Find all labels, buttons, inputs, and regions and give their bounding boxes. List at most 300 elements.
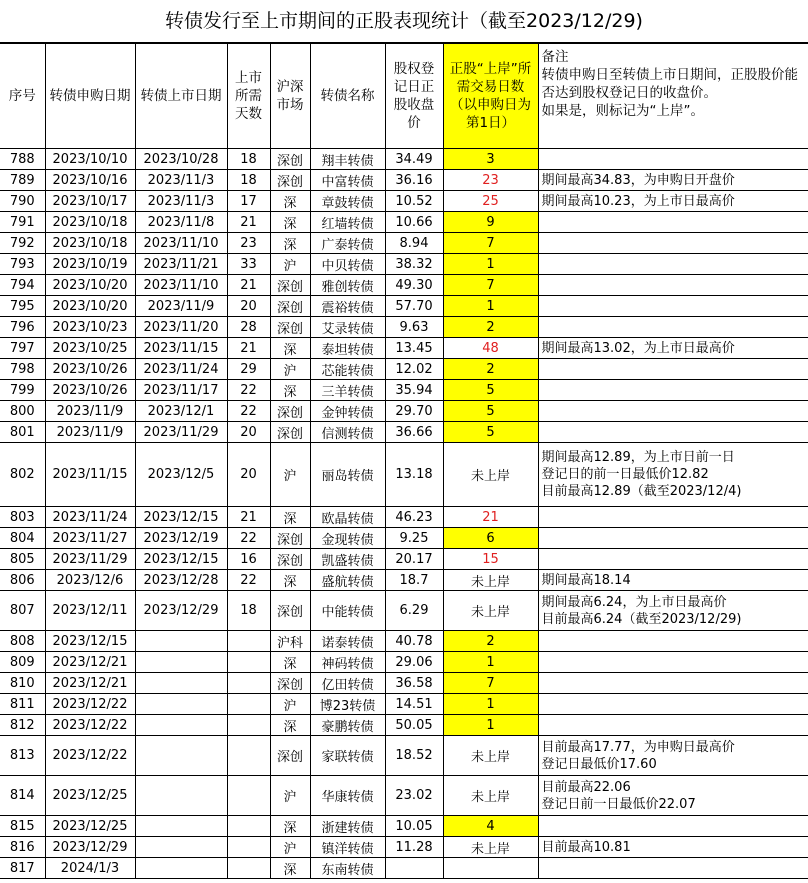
cell-days: 33	[227, 254, 270, 275]
header-days: 上市所需天数	[227, 44, 270, 149]
cell-seq: 808	[0, 631, 45, 652]
cell-trade-days: 1	[443, 715, 538, 736]
cell-sub-date: 2023/11/9	[45, 401, 135, 422]
cell-name: 艾录转债	[310, 317, 385, 338]
cell-note: 期间最高34.83，为申购日开盘价	[538, 170, 808, 191]
cell-note: 目前最高17.77，为申购日最高价 登记日最低价17.60	[538, 736, 808, 776]
cell-list-date: 2023/10/28	[135, 149, 227, 170]
cell-market: 深创	[270, 317, 310, 338]
cell-note	[538, 317, 808, 338]
cell-market: 深	[270, 233, 310, 254]
cell-close: 36.66	[385, 422, 443, 443]
cell-name: 章鼓转债	[310, 191, 385, 212]
cell-list-date: 2023/11/21	[135, 254, 227, 275]
cell-close: 35.94	[385, 380, 443, 401]
cell-sub-date: 2023/12/22	[45, 736, 135, 776]
cell-note: 期间最高13.02，为上市日最高价	[538, 338, 808, 359]
cell-list-date: 2023/12/5	[135, 443, 227, 507]
cell-trade-days: 6	[443, 528, 538, 549]
cell-note: 目前最高10.81	[538, 837, 808, 858]
table-row	[0, 858, 808, 879]
cell-close: 9.25	[385, 528, 443, 549]
cell-sub-date: 2023/10/17	[45, 191, 135, 212]
cell-close: 38.32	[385, 254, 443, 275]
cell-note	[538, 422, 808, 443]
cell-list-date	[135, 858, 227, 879]
header-trade-days: 正股“上岸”所需交易日数（以申购日为第1日）	[443, 44, 538, 149]
cell-list-date: 2023/11/17	[135, 380, 227, 401]
cell-sub-date: 2023/11/24	[45, 507, 135, 528]
cell-trade-days: 1	[443, 694, 538, 715]
cell-sub-date: 2023/10/16	[45, 170, 135, 191]
cell-close: 57.70	[385, 296, 443, 317]
cell-days: 21	[227, 275, 270, 296]
cell-name: 镇洋转债	[310, 837, 385, 858]
cell-trade-days: 未上岸	[443, 736, 538, 776]
cell-note	[538, 528, 808, 549]
cell-trade-days: 21	[443, 507, 538, 528]
cell-sub-date: 2023/12/21	[45, 673, 135, 694]
cell-market: 深创	[270, 673, 310, 694]
table-row	[0, 149, 808, 170]
cell-close: 8.94	[385, 233, 443, 254]
cell-days	[227, 694, 270, 715]
cell-seq: 816	[0, 837, 45, 858]
cell-name: 泰坦转债	[310, 338, 385, 359]
cell-days	[227, 776, 270, 816]
cell-name: 芯能转债	[310, 359, 385, 380]
cell-trade-days: 未上岸	[443, 591, 538, 631]
cell-seq: 806	[0, 570, 45, 591]
header-row	[0, 44, 808, 149]
cell-trade-days: 9	[443, 212, 538, 233]
cell-sub-date: 2023/11/27	[45, 528, 135, 549]
header-market: 沪深市场	[270, 44, 310, 149]
cell-market: 沪	[270, 776, 310, 816]
cell-days: 20	[227, 422, 270, 443]
cell-close: 40.78	[385, 631, 443, 652]
cell-days	[227, 736, 270, 776]
cell-seq: 802	[0, 443, 45, 507]
cell-close: 18.52	[385, 736, 443, 776]
cell-list-date: 2023/11/3	[135, 191, 227, 212]
cell-seq: 804	[0, 528, 45, 549]
cell-sub-date: 2023/10/10	[45, 149, 135, 170]
cell-market: 深	[270, 570, 310, 591]
cell-list-date: 2023/11/20	[135, 317, 227, 338]
cell-trade-days: 48	[443, 338, 538, 359]
cell-name: 雅创转债	[310, 275, 385, 296]
cell-seq: 797	[0, 338, 45, 359]
cell-note	[538, 149, 808, 170]
cell-seq: 812	[0, 715, 45, 736]
cell-seq: 788	[0, 149, 45, 170]
cell-trade-days: 未上岸	[443, 443, 538, 507]
cell-close: 14.51	[385, 694, 443, 715]
cell-sub-date: 2023/12/29	[45, 837, 135, 858]
cell-seq: 795	[0, 296, 45, 317]
cell-name: 凯盛转债	[310, 549, 385, 570]
cell-note	[538, 858, 808, 879]
cell-close: 10.66	[385, 212, 443, 233]
table-row	[0, 673, 808, 694]
cell-list-date: 2023/12/28	[135, 570, 227, 591]
table-row	[0, 652, 808, 673]
cell-seq: 793	[0, 254, 45, 275]
cell-name: 广泰转债	[310, 233, 385, 254]
table-row	[0, 631, 808, 652]
cell-days: 22	[227, 570, 270, 591]
cell-sub-date: 2023/10/26	[45, 359, 135, 380]
cell-days: 21	[227, 507, 270, 528]
table-row	[0, 715, 808, 736]
cell-sub-date: 2023/10/26	[45, 380, 135, 401]
cell-days	[227, 858, 270, 879]
cell-days: 29	[227, 359, 270, 380]
table-row	[0, 317, 808, 338]
cell-market: 深创	[270, 591, 310, 631]
cell-market: 深创	[270, 296, 310, 317]
cell-sub-date: 2023/12/15	[45, 631, 135, 652]
cell-close: 50.05	[385, 715, 443, 736]
cell-close: 49.30	[385, 275, 443, 296]
cell-days	[227, 837, 270, 858]
cell-note	[538, 715, 808, 736]
cell-days: 18	[227, 149, 270, 170]
table-row	[0, 528, 808, 549]
cell-days: 22	[227, 528, 270, 549]
cell-days	[227, 631, 270, 652]
cell-note	[538, 380, 808, 401]
cell-seq: 801	[0, 422, 45, 443]
cell-days: 22	[227, 401, 270, 422]
cell-name: 红墙转债	[310, 212, 385, 233]
cell-name: 震裕转债	[310, 296, 385, 317]
cell-name: 神码转债	[310, 652, 385, 673]
cell-list-date	[135, 673, 227, 694]
cell-trade-days: 5	[443, 401, 538, 422]
table-row	[0, 694, 808, 715]
cell-close: 13.45	[385, 338, 443, 359]
cell-market: 深创	[270, 736, 310, 776]
cell-name: 信测转债	[310, 422, 385, 443]
cell-list-date: 2023/11/24	[135, 359, 227, 380]
cell-note	[538, 359, 808, 380]
cell-sub-date: 2023/12/22	[45, 715, 135, 736]
cell-trade-days: 7	[443, 673, 538, 694]
cell-sub-date: 2023/12/6	[45, 570, 135, 591]
table-row	[0, 736, 808, 776]
cell-seq: 796	[0, 317, 45, 338]
cell-days	[227, 715, 270, 736]
cell-market: 深创	[270, 149, 310, 170]
table-row	[0, 776, 808, 816]
cell-sub-date: 2023/12/25	[45, 776, 135, 816]
table-row	[0, 816, 808, 837]
cell-note	[538, 816, 808, 837]
cell-days: 17	[227, 191, 270, 212]
cell-days: 18	[227, 170, 270, 191]
cell-list-date: 2023/11/3	[135, 170, 227, 191]
cell-close: 12.02	[385, 359, 443, 380]
table-row	[0, 507, 808, 528]
cell-close: 20.17	[385, 549, 443, 570]
cell-seq: 805	[0, 549, 45, 570]
cell-name: 家联转债	[310, 736, 385, 776]
cell-close: 46.23	[385, 507, 443, 528]
cell-market: 深	[270, 816, 310, 837]
cell-seq: 807	[0, 591, 45, 631]
cell-market: 深创	[270, 422, 310, 443]
cell-seq: 809	[0, 652, 45, 673]
cell-seq: 791	[0, 212, 45, 233]
cell-days: 21	[227, 338, 270, 359]
table-row	[0, 401, 808, 422]
cell-days	[227, 816, 270, 837]
cell-market: 深	[270, 652, 310, 673]
cell-days	[227, 652, 270, 673]
cell-note: 期间最高12.89，为上市日前一日 登记日的前一日最低价12.82 目前最高12.89（截至2023/12/4)	[538, 443, 808, 507]
table-row	[0, 233, 808, 254]
cell-note	[538, 233, 808, 254]
cell-name: 三羊转债	[310, 380, 385, 401]
cell-name: 中贝转债	[310, 254, 385, 275]
header-sub-date: 转债申购日期	[45, 44, 135, 149]
cell-seq: 790	[0, 191, 45, 212]
cell-name: 欧晶转债	[310, 507, 385, 528]
table-row	[0, 422, 808, 443]
cell-days	[227, 673, 270, 694]
cell-seq: 799	[0, 380, 45, 401]
cell-list-date: 2023/12/15	[135, 549, 227, 570]
cell-market: 深创	[270, 275, 310, 296]
cell-trade-days: 1	[443, 652, 538, 673]
cell-sub-date: 2023/12/11	[45, 591, 135, 631]
cell-market: 深	[270, 191, 310, 212]
cell-list-date: 2023/11/15	[135, 338, 227, 359]
cell-sub-date: 2023/11/15	[45, 443, 135, 507]
table-row	[0, 837, 808, 858]
cell-list-date	[135, 715, 227, 736]
cell-note: 目前最高22.06 登记日前一日最低价22.07	[538, 776, 808, 816]
table-row	[0, 443, 808, 507]
table-row	[0, 254, 808, 275]
cell-close: 10.05	[385, 816, 443, 837]
table-row	[0, 170, 808, 191]
header-name: 转债名称	[310, 44, 385, 149]
cell-close: 36.58	[385, 673, 443, 694]
cell-sub-date: 2023/10/19	[45, 254, 135, 275]
cell-name: 中富转债	[310, 170, 385, 191]
cell-list-date	[135, 631, 227, 652]
cell-name: 翔丰转债	[310, 149, 385, 170]
cell-list-date: 2023/11/10	[135, 275, 227, 296]
cell-market: 沪	[270, 837, 310, 858]
table-body	[0, 149, 808, 879]
cell-close: 36.16	[385, 170, 443, 191]
cell-list-date	[135, 837, 227, 858]
cell-name: 浙建转债	[310, 816, 385, 837]
cell-close: 6.29	[385, 591, 443, 631]
cell-seq: 814	[0, 776, 45, 816]
cell-name: 博23转债	[310, 694, 385, 715]
cell-trade-days: 1	[443, 254, 538, 275]
cell-close: 23.02	[385, 776, 443, 816]
page-title: 转债发行至上市期间的正股表现统计（截至2023/12/29)	[0, 0, 808, 43]
cell-seq: 810	[0, 673, 45, 694]
cell-trade-days: 3	[443, 149, 538, 170]
cell-market: 深	[270, 380, 310, 401]
cell-market: 深	[270, 507, 310, 528]
cell-trade-days: 2	[443, 631, 538, 652]
cell-name: 东南转债	[310, 858, 385, 879]
cell-list-date: 2023/11/10	[135, 233, 227, 254]
cell-note	[538, 694, 808, 715]
cell-days: 28	[227, 317, 270, 338]
cell-market: 深创	[270, 170, 310, 191]
cell-name: 金现转债	[310, 528, 385, 549]
cell-name: 中能转债	[310, 591, 385, 631]
cell-close	[385, 858, 443, 879]
cell-close: 11.28	[385, 837, 443, 858]
cell-note	[538, 507, 808, 528]
cell-seq: 803	[0, 507, 45, 528]
cell-trade-days: 5	[443, 422, 538, 443]
cell-seq: 811	[0, 694, 45, 715]
cell-list-date: 2023/11/29	[135, 422, 227, 443]
cell-days: 21	[227, 212, 270, 233]
header-close: 股权登记日正股收盘价	[385, 44, 443, 149]
cell-note: 期间最高18.14	[538, 570, 808, 591]
cell-name: 丽岛转债	[310, 443, 385, 507]
cell-seq: 817	[0, 858, 45, 879]
cell-sub-date: 2023/10/20	[45, 275, 135, 296]
cell-seq: 815	[0, 816, 45, 837]
cell-days: 23	[227, 233, 270, 254]
cell-trade-days: 7	[443, 233, 538, 254]
table-row	[0, 275, 808, 296]
cell-market: 深	[270, 338, 310, 359]
cell-trade-days: 未上岸	[443, 570, 538, 591]
cell-sub-date: 2023/12/25	[45, 816, 135, 837]
cell-note	[538, 549, 808, 570]
table-row	[0, 549, 808, 570]
cell-list-date	[135, 736, 227, 776]
cell-close: 29.06	[385, 652, 443, 673]
cell-trade-days: 15	[443, 549, 538, 570]
cell-days: 20	[227, 443, 270, 507]
cell-name: 亿田转债	[310, 673, 385, 694]
cell-close: 34.49	[385, 149, 443, 170]
cell-sub-date: 2023/10/18	[45, 212, 135, 233]
cell-trade-days: 23	[443, 170, 538, 191]
cell-note	[538, 254, 808, 275]
cell-trade-days: 25	[443, 191, 538, 212]
cell-note: 期间最高6.24，为上市日最高价 目前最高6.24（截至2023/12/29)	[538, 591, 808, 631]
cell-list-date	[135, 776, 227, 816]
cell-market: 沪	[270, 694, 310, 715]
cell-sub-date: 2023/10/23	[45, 317, 135, 338]
cell-close: 29.70	[385, 401, 443, 422]
cell-list-date	[135, 694, 227, 715]
cell-seq: 800	[0, 401, 45, 422]
table-row	[0, 338, 808, 359]
table-row	[0, 191, 808, 212]
cell-close: 9.63	[385, 317, 443, 338]
cell-list-date	[135, 816, 227, 837]
cell-list-date: 2023/12/15	[135, 507, 227, 528]
cell-note	[538, 296, 808, 317]
table-row	[0, 212, 808, 233]
bond-table	[0, 43, 808, 879]
cell-market: 深	[270, 858, 310, 879]
cell-note	[538, 401, 808, 422]
cell-sub-date: 2023/11/29	[45, 549, 135, 570]
cell-name: 金钟转债	[310, 401, 385, 422]
header-list-date: 转债上市日期	[135, 44, 227, 149]
cell-note	[538, 631, 808, 652]
table-row	[0, 296, 808, 317]
cell-market: 深创	[270, 401, 310, 422]
cell-trade-days: 7	[443, 275, 538, 296]
cell-seq: 792	[0, 233, 45, 254]
cell-market: 深创	[270, 549, 310, 570]
cell-list-date: 2023/12/19	[135, 528, 227, 549]
cell-market: 沪	[270, 359, 310, 380]
cell-name: 华康转债	[310, 776, 385, 816]
cell-trade-days: 5	[443, 380, 538, 401]
cell-sub-date: 2023/12/21	[45, 652, 135, 673]
cell-seq: 789	[0, 170, 45, 191]
cell-seq: 813	[0, 736, 45, 776]
cell-trade-days: 2	[443, 317, 538, 338]
cell-trade-days: 1	[443, 296, 538, 317]
cell-trade-days: 未上岸	[443, 837, 538, 858]
header-seq: 序号	[0, 44, 45, 149]
table-row	[0, 591, 808, 631]
table-row	[0, 380, 808, 401]
cell-name: 诺泰转债	[310, 631, 385, 652]
cell-close: 18.7	[385, 570, 443, 591]
cell-days: 22	[227, 380, 270, 401]
cell-name: 豪鹏转债	[310, 715, 385, 736]
table-row	[0, 570, 808, 591]
cell-trade-days	[443, 858, 538, 879]
cell-market: 深	[270, 715, 310, 736]
cell-note: 期间最高10.23，为上市日最高价	[538, 191, 808, 212]
cell-note	[538, 673, 808, 694]
cell-market: 沪	[270, 254, 310, 275]
cell-market: 沪科	[270, 631, 310, 652]
cell-trade-days: 2	[443, 359, 538, 380]
cell-market: 沪	[270, 443, 310, 507]
cell-trade-days: 未上岸	[443, 776, 538, 816]
cell-list-date: 2023/12/29	[135, 591, 227, 631]
cell-sub-date: 2024/1/3	[45, 858, 135, 879]
table-row	[0, 359, 808, 380]
cell-days: 18	[227, 591, 270, 631]
header-note: 备注 转债申购日至转债上市日期间，正股股价能否达到股权登记日的收盘价。 如果是，则标记为“上岸”。	[538, 44, 808, 149]
cell-list-date: 2023/11/9	[135, 296, 227, 317]
cell-seq: 798	[0, 359, 45, 380]
cell-list-date: 2023/12/1	[135, 401, 227, 422]
cell-sub-date: 2023/12/22	[45, 694, 135, 715]
cell-sub-date: 2023/10/18	[45, 233, 135, 254]
cell-close: 10.52	[385, 191, 443, 212]
cell-close: 13.18	[385, 443, 443, 507]
cell-note	[538, 275, 808, 296]
cell-list-date	[135, 652, 227, 673]
